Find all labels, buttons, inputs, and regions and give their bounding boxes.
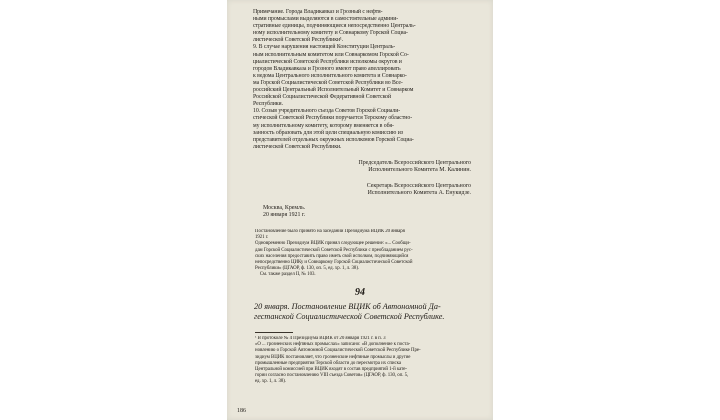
signature-secretary: Секретарь Всероссийского Центрального Исполнительного Комитета А. Енукидзе. <box>366 183 471 197</box>
footnote: ¹ В протоколе № 4 Президиума ВЦИК от 20 января 1921 г. в п. 3 «О ... грозненских нефтяных промыслах» записано: «В дополнение к поста- новлению о Горской Автономной Социалистической Советской Республике Пре- зидиум ВЦИК постановляет, что грозненские нефтяные промыслы и другие промышленные предприятия Терской области до пересмотра их списка Центральной комиссией при ВЦИК входят в состав предприятий 1-й кате- гории согласно постановлению VIII съезда Советов» (ЦГАОР, ф. 130, оп. 5, ед. хр. 1, л. 38). <box>255 336 421 385</box>
constitution-text: Примечание. Города Владикавказ и Грозный с нефтя- ными промыслами выделяются в самостоятельные админи- стративные единицы, подчиняющиеся непосредственно Централь- ному исполнительному комитету и Совнаркому Горской Социа- листической Советской Республики¹. 9. В случае нарушения настоящей Конституции Централь- ным исполнительным комитетом или Совнаркомом Горской Со- циалистической Советской Республики исполкомы округов и городов Владикавказа и Грозного имеют право апеллировать к ведома Центрального исполнительного комитета и Совнарко- ма Горской Социалистической Советской Республики во Все- российский Центральный Исполнительный Комитет и Совнарком Российской Социалистической Федеративной Советской Республики. 10. Созыв учредительного съезда Советов Горской Социали- стической Советской Республики поручается Терскому областно- му исполнительному комитету, которому вменяется в обя- занность образовать для этой цели специальную комиссию из представителей отдельных окружных исполкомов Горской Социа- листической Советской Республики. <box>253 9 416 150</box>
page-number: 186 <box>237 408 246 414</box>
signature-chairman: Председатель Всероссийского Центрального Исполнительного Комитета М. Калинин. <box>358 160 471 174</box>
editorial-notes: Постановление было принято на заседании Президиума ВЦИК 20 января 1921 г. Одновременно Президиум ВЦИК принял следующее решение: «... Сообщи- дам Горской Социалистической Советской Республики с преобладанием рус- ских населения предоставить право иметь свой исполком, подчиняющийся непосредственно ЦИКу и Совнаркому Горской Социалистической Советской Республики» (ЦГАОР, ф. 130, оп. 5, ед. хр. 1, л. 38). См. также раздел II, № 103. <box>255 229 413 278</box>
footnote-divider <box>255 332 293 333</box>
place-and-date: Москва, Кремль. 20 января 1921 г. <box>263 205 306 219</box>
scanned-book-page <box>227 0 493 420</box>
document-number: 94 <box>355 287 365 298</box>
document-title: 20 января. Постановление ВЦИК об Автономной Да- гестанской Социалистической Советской Республике. <box>254 302 445 321</box>
